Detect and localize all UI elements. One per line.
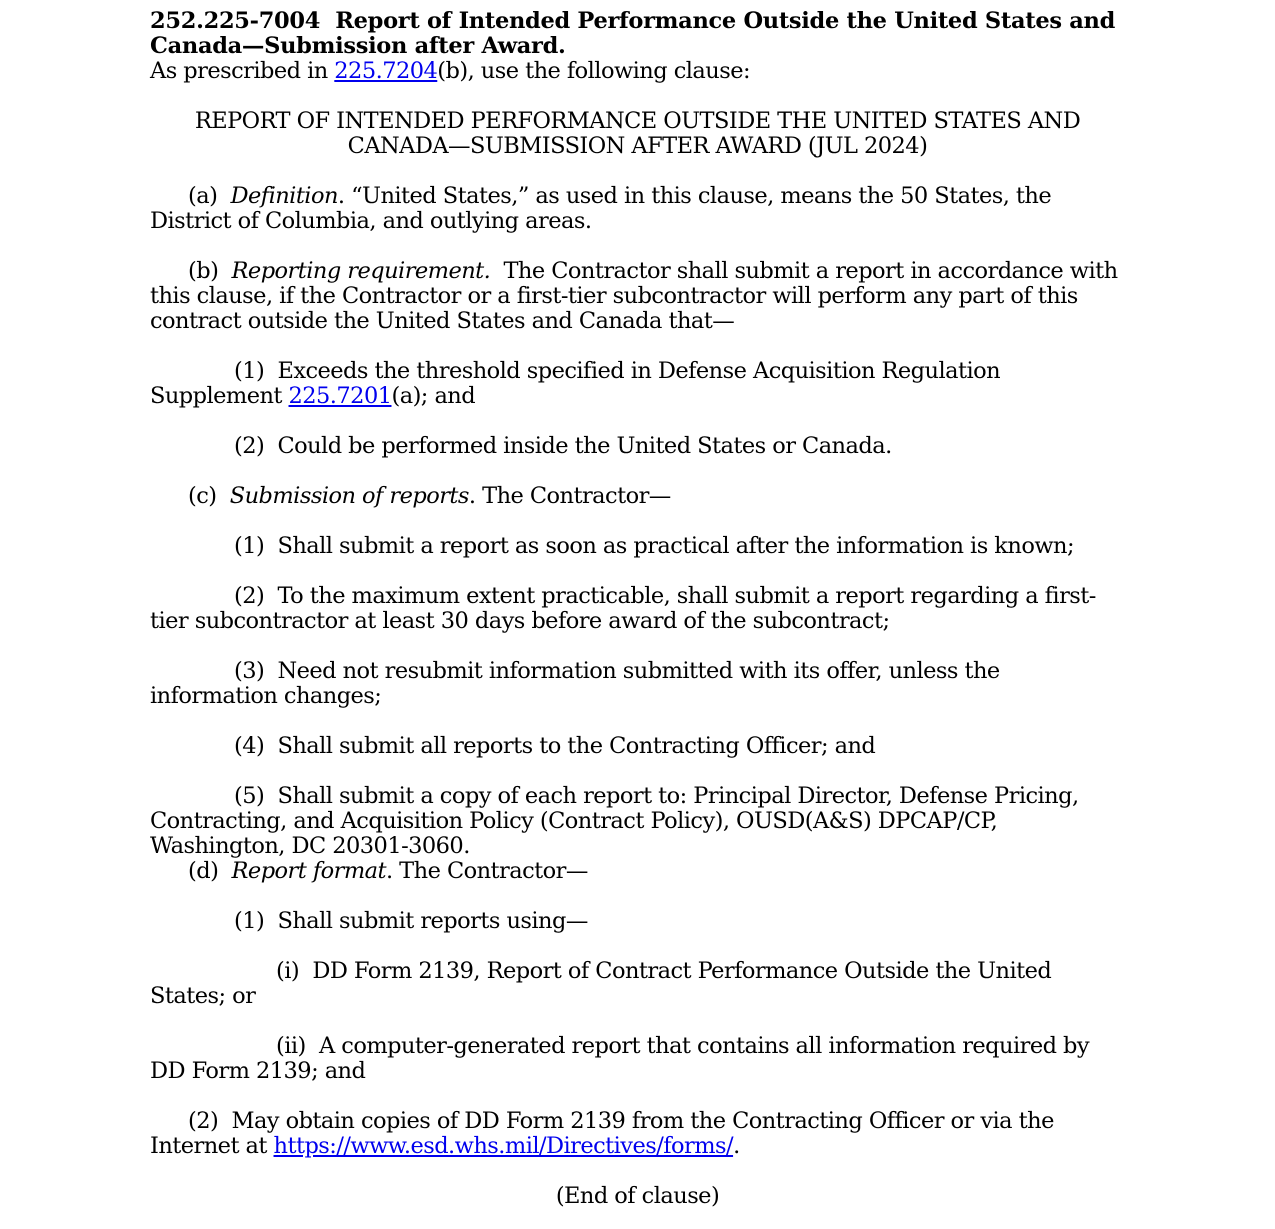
paragraph-text-end: .: [733, 1133, 740, 1159]
paragraph-label: (4): [234, 733, 265, 759]
dd-forms-website-link[interactable]: https://www.esd.whs.mil/Directives/forms/: [273, 1133, 734, 1159]
paragraph-text: Shall submit a copy of each report to: Principal Director, Defense Pricing, Contracting, and Acquisition Policy (Contract Policy), OUSD(A&S) DPCAP/CP, Washington, DC 20301-3060.: [150, 783, 1079, 859]
paragraph-label: (ii): [276, 1033, 306, 1059]
paragraph-text: Could be performed inside the United States or Canada.: [277, 433, 892, 459]
paragraph-label: (c): [188, 483, 217, 509]
paragraph-a: [150, 184, 1125, 234]
paragraph-text: The Contractor shall submit a report in accordance with this clause, if the Contractor or a first-tier subcontractor will perform any part of this contract outside the United States and Canada that—: [150, 258, 1118, 334]
paragraph-label: (5): [234, 783, 265, 809]
paragraph-text: . The Contractor—: [468, 483, 671, 509]
paragraph-label: (d): [188, 858, 219, 884]
clause-document: [150, 0, 1125, 1209]
section-number: 252.225-7004: [150, 8, 321, 34]
paragraph-text: To the maximum extent practicable, shall submit a report regarding a first-tier subcontractor at least 30 days before award of the subcontract;: [150, 583, 1096, 634]
paragraph-text: Shall submit reports using—: [277, 908, 588, 934]
paragraph-text-end: (a); and: [391, 383, 476, 409]
paragraph-label: (i): [276, 958, 300, 984]
paragraph-text: DD Form 2139, Report of Contract Performance Outside the United States; or: [150, 958, 1052, 1009]
paragraph-label: (b): [188, 258, 219, 284]
paragraph-text: Shall submit a report as soon as practical after the information is known;: [277, 533, 1075, 559]
paragraph-c-4: [150, 734, 1125, 759]
paragraph-d-1-i: [150, 959, 1125, 1009]
paragraph-c: [150, 484, 1125, 509]
paragraph-c-2: [150, 584, 1125, 634]
paragraph-text: . “United States,” as used in this clause, means the 50 States, the District of Columbia, and outlying areas.: [150, 183, 1052, 234]
clause-title: REPORT OF INTENDED PERFORMANCE OUTSIDE THE UNITED STATES AND CANADA—SUBMISSION AFTER AWARD (JUL 2024): [194, 108, 1081, 159]
section-title: Report of Intended Performance Outside the United States and Canada—Submission after Award.: [150, 8, 1116, 59]
section-225-7204-link[interactable]: 225.7204: [334, 58, 438, 84]
paragraph-b: [150, 259, 1125, 334]
paragraph-text: Shall submit all reports to the Contracting Officer; and: [277, 733, 876, 759]
paragraph-c-3: [150, 659, 1125, 709]
paragraph-b-1: [150, 359, 1125, 409]
term-definition: Definition: [230, 183, 338, 209]
paragraph-label: (1): [234, 533, 265, 559]
prescription-text-end: (b), use the following clause:: [437, 58, 750, 84]
section-225-7201-link[interactable]: 225.7201: [288, 383, 392, 409]
paragraph-c-5: [150, 784, 1125, 859]
paragraph-text: A computer-generated report that contains all information required by DD Form 2139; and: [150, 1033, 1090, 1084]
paragraph-label: (3): [234, 658, 265, 684]
term-report-format: Report format: [231, 858, 386, 884]
paragraph-d: [150, 859, 1125, 884]
paragraph-d-2: [150, 1109, 1125, 1159]
term-reporting-requirement: Reporting requirement.: [231, 258, 491, 284]
paragraph-label: (1): [234, 908, 265, 934]
paragraph-d-1: [150, 909, 1125, 934]
paragraph-label: (2): [234, 583, 265, 609]
paragraph-text: Need not resubmit information submitted with its offer, unless the information changes;: [150, 658, 1000, 709]
end-of-clause: (End of clause): [555, 1183, 720, 1209]
paragraph-text: . The Contractor—: [385, 858, 588, 884]
term-submission-of-reports: Submission of reports: [229, 483, 469, 509]
section-heading: [150, 9, 1125, 59]
paragraph-d-1-ii: [150, 1034, 1125, 1084]
paragraph-label: (1): [234, 358, 265, 384]
paragraph-label: (2): [234, 433, 265, 459]
paragraph-label: (2): [188, 1108, 219, 1134]
prescription-text: As prescribed in: [150, 58, 335, 84]
paragraph-c-1: [150, 534, 1125, 559]
paragraph-text: Exceeds the threshold specified in Defense Acquisition Regulation Supplement: [150, 358, 1001, 409]
paragraph-label: (a): [188, 183, 218, 209]
paragraph-b-2: [150, 434, 1125, 459]
paragraph-text: May obtain copies of DD Form 2139 from the Contracting Officer or via the Internet at: [150, 1108, 1054, 1159]
prescription-line: [150, 59, 1125, 84]
